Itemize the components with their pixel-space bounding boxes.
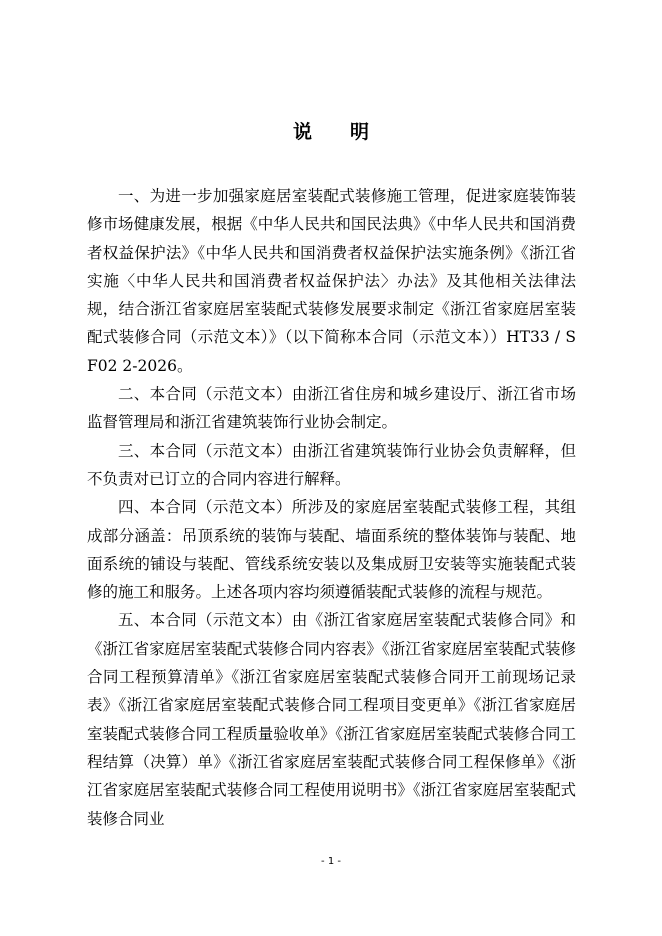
paragraph-2: 二、本合同（示范文本）由浙江省住房和城乡建设厅、浙江省市场监督管理局和浙江省建筑装饰行业协会制定。 (87, 385, 576, 432)
page-number: - 1 - (321, 856, 341, 867)
page-title: 说明 (292, 121, 407, 143)
paragraph-4: 四、本合同（示范文本）所涉及的家庭居室装配式装修工程，其组成部分涵盖：吊顶系统的装饰与装配、墙面系统的整体装饰与装配、地面系统的铺设与装配、管线系统安装以及集成厨卫安装等实施装配式装修的施工和服务。上述各项内容均须遵循装配式装修的流程与规范。 (87, 498, 576, 602)
paragraph-5: 五、本合同（示范文本）由《浙江省家庭居室装配式装修合同》和《浙江省家庭居室装配式装修合同内容表》《浙江省家庭居室装配式装修合同工程预算清单》《浙江省家庭居室装配式装修合同开工前现场记录表》《浙江省家庭居室装配式装修合同工程项目变更单》《浙江省家庭居室装配式装修合同工程质量验收单》《浙江省家庭居室装配式装修合同工程结算（决算）单》《浙江省家庭居室装配式装修合同工程保修单》《浙江省家庭居室装配式装修合同工程使用说明书》《浙江省家庭居室装配式装修合同业 (87, 611, 576, 828)
document-body (87, 182, 576, 833)
paragraph-1: 一、为进一步加强家庭居室装配式装修施工管理，促进家庭装饰装修市场健康发展，根据《中华人民共和国民法典》《中华人民共和国消费者权益保护法》《中华人民共和国消费者权益保护法实施条例》《浙江省实施〈中华人民共和国消费者权益保护法〉办法》及其他相关法律法规，结合浙江省家庭居室装配式装修发展要求制定《浙江省家庭居室装配式装修合同（示范文本）》（以下简称本合同（示范文本））HT33 / SF02 2-2026。 (87, 187, 576, 375)
paragraph-3: 三、本合同（示范文本）由浙江省建筑装饰行业协会负责解释，但不负责对已订立的合同内容进行解释。 (87, 441, 576, 488)
